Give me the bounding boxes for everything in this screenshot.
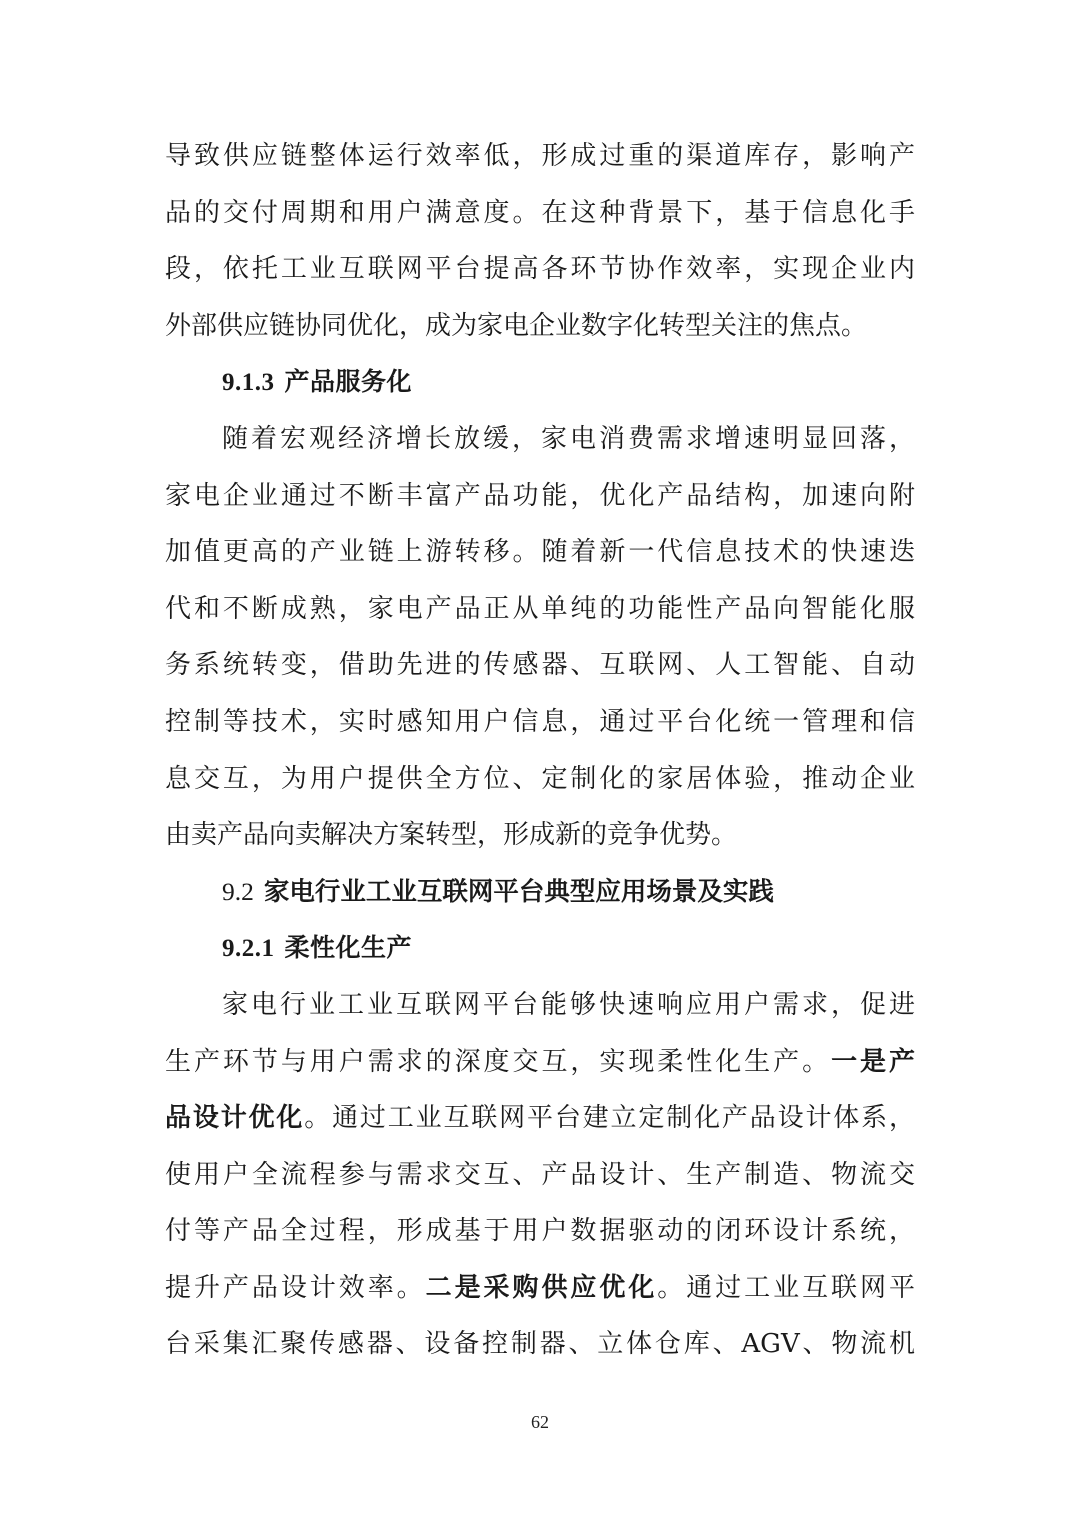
text-line: 家电行业工业互联网平台能够快速响应用户需求，促进 <box>222 989 915 1020</box>
text-line: 随着宏观经济增长放缓，家电消费需求增速明显回落， <box>222 423 915 454</box>
text-span: 。通过工业互联网平 <box>657 1272 915 1303</box>
text-line: 外部供应链协同优化，成为家电企业数字化转型关注的焦点。 <box>165 310 868 341</box>
section-number: 9.2.1 <box>222 935 275 963</box>
text-line: 息交互，为用户提供全方位、定制化的家居体验，推动企业 <box>165 763 915 794</box>
paragraph-product-service <box>165 411 915 864</box>
text-line: 由卖产品向卖解决方案转型，形成新的竞争优势。 <box>165 820 738 851</box>
text-line <box>165 1090 915 1147</box>
text-line: 使用户全流程参与需求交互、产品设计、生产制造、物流交 <box>165 1159 915 1190</box>
text-line: 付等产品全过程，形成基于用户数据驱动的闭环设计系统， <box>165 1216 915 1247</box>
text-line: 家电企业通过不断丰富产品功能，优化产品结构，加速向附 <box>165 480 915 511</box>
text-span: 提升产品设计效率。 <box>165 1272 426 1303</box>
text-line <box>165 1034 915 1091</box>
text-line: 导致供应链整体运行效率低，形成过重的渠道库存，影响产 <box>165 141 915 171</box>
text-line: 台采集汇聚传感器、设备控制器、立体仓库、AGV、物流机 <box>165 1329 915 1360</box>
page-number: 62 <box>531 1412 549 1432</box>
text-line: 控制等技术，实时感知用户信息，通过平台化统一管理和信 <box>165 706 915 737</box>
document-page <box>165 128 915 1373</box>
bold-keyword: 二是采购供应优化 <box>425 1272 658 1303</box>
section-title: 柔性化生产 <box>284 933 413 963</box>
text-line: 务系统转变，借助先进的传感器、互联网、人工智能、自动 <box>165 650 915 681</box>
bold-keyword: 品设计优化 <box>165 1103 305 1134</box>
bold-keyword: 一是产 <box>831 1046 915 1077</box>
section-title: 家电行业工业互联网平台典型应用场景及实践 <box>263 876 774 907</box>
text-span: 。通过工业互联网平台建立定制化产品设计体系， <box>304 1103 915 1134</box>
section-heading-9-1-3 <box>165 354 915 411</box>
text-line: 加值更高的产业链上游转移。随着新一代信息技术的快速迭 <box>165 537 915 568</box>
section-number: 9.2 <box>222 876 254 906</box>
text-line: 品的交付周期和用户满意度。在这种背景下，基于信息化手 <box>165 197 915 228</box>
paragraph-flexible-production <box>165 977 915 1373</box>
section-heading-9-2-1 <box>165 920 915 977</box>
text-span: 生产环节与用户需求的深度交互，实现柔性化生产。 <box>165 1046 832 1077</box>
section-title: 产品服务化 <box>284 367 413 397</box>
text-line: 段，依托工业互联网平台提高各环节协作效率，实现企业内 <box>165 254 915 285</box>
paragraph-supply-chain <box>165 128 915 354</box>
section-number: 9.1.3 <box>222 369 275 397</box>
text-line: 代和不断成熟，家电产品正从单纯的功能性产品向智能化服 <box>165 593 915 624</box>
text-line <box>165 1260 915 1317</box>
section-heading-9-2 <box>165 864 915 921</box>
